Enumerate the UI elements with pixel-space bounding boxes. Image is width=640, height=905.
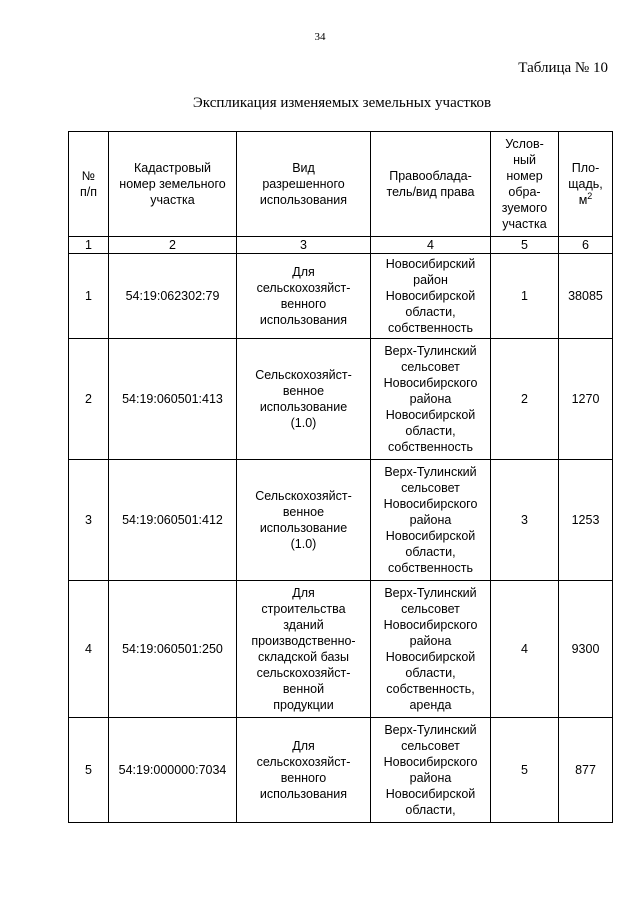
cell-cond-num: 3 [491,460,559,581]
cell-area: 877 [559,718,613,823]
cell-use-type: Сельскохозяйст- венное использование (1.0) [237,339,371,460]
table-row [69,581,613,718]
header-use-type: Вид разрешенного использования [237,132,371,237]
header-area [559,132,613,237]
column-number-row [69,237,613,254]
column-number: 4 [371,237,491,254]
table-row [69,254,613,339]
cell-owner: Новосибирский район Новосибирской области, собственность [371,254,491,339]
cell-cadastral: 54:19:060501:250 [109,581,237,718]
table-row [69,339,613,460]
header-area-sup: 2 [587,190,593,201]
cell-area: 1253 [559,460,613,581]
cell-owner: Верх-Тулинский сельсовет Новосибирского района Новосибирской области, собственность [371,339,491,460]
cell-num: 1 [69,254,109,339]
cell-cond-num: 5 [491,718,559,823]
cell-area: 38085 [559,254,613,339]
cell-num: 5 [69,718,109,823]
column-number: 5 [491,237,559,254]
cell-owner: Верх-Тулинский сельсовет Новосибирского района Новосибирской области, собственность [371,460,491,581]
cell-owner: Верх-Тулинский сельсовет Новосибирского района Новосибирской области, собственность, аренда [371,581,491,718]
cell-area: 9300 [559,581,613,718]
header-area-label: Пло- щадь, м [568,161,603,207]
cell-cond-num: 4 [491,581,559,718]
cell-use-type: Для строительства зданий производственно- складской базы сельскохозяйст- венной продукции [237,581,371,718]
cell-use-type: Для сельскохозяйст- венного использования [237,254,371,339]
column-number: 1 [69,237,109,254]
cell-use-type: Для сельскохозяйст- венного использования [237,718,371,823]
cell-cadastral: 54:19:060501:412 [109,460,237,581]
cell-cadastral: 54:19:000000:7034 [109,718,237,823]
header-cadastral: Кадастровый номер земельного участка [109,132,237,237]
column-number: 2 [109,237,237,254]
table-label: Таблица № 10 [518,60,608,76]
explication-table [68,131,613,823]
header-cond-num: Услов- ный номер обра- зуемого участка [491,132,559,237]
cell-area: 1270 [559,339,613,460]
cell-num: 4 [69,581,109,718]
page-number: 34 [314,31,326,43]
header-num: № п/п [69,132,109,237]
table-row [69,718,613,823]
table-header-row [69,132,613,237]
cell-cond-num: 2 [491,339,559,460]
header-owner: Правооблада- тель/вид права [371,132,491,237]
cell-num: 3 [69,460,109,581]
column-number: 3 [237,237,371,254]
cell-cadastral: 54:19:060501:413 [109,339,237,460]
table-row [69,460,613,581]
cell-cond-num: 1 [491,254,559,339]
column-number: 6 [559,237,613,254]
cell-use-type: Сельскохозяйст- венное использование (1.0) [237,460,371,581]
cell-owner: Верх-Тулинский сельсовет Новосибирского района Новосибирской области, [371,718,491,823]
cell-num: 2 [69,339,109,460]
cell-cadastral: 54:19:062302:79 [109,254,237,339]
document-title: Экспликация изменяемых земельных участков [192,95,492,111]
